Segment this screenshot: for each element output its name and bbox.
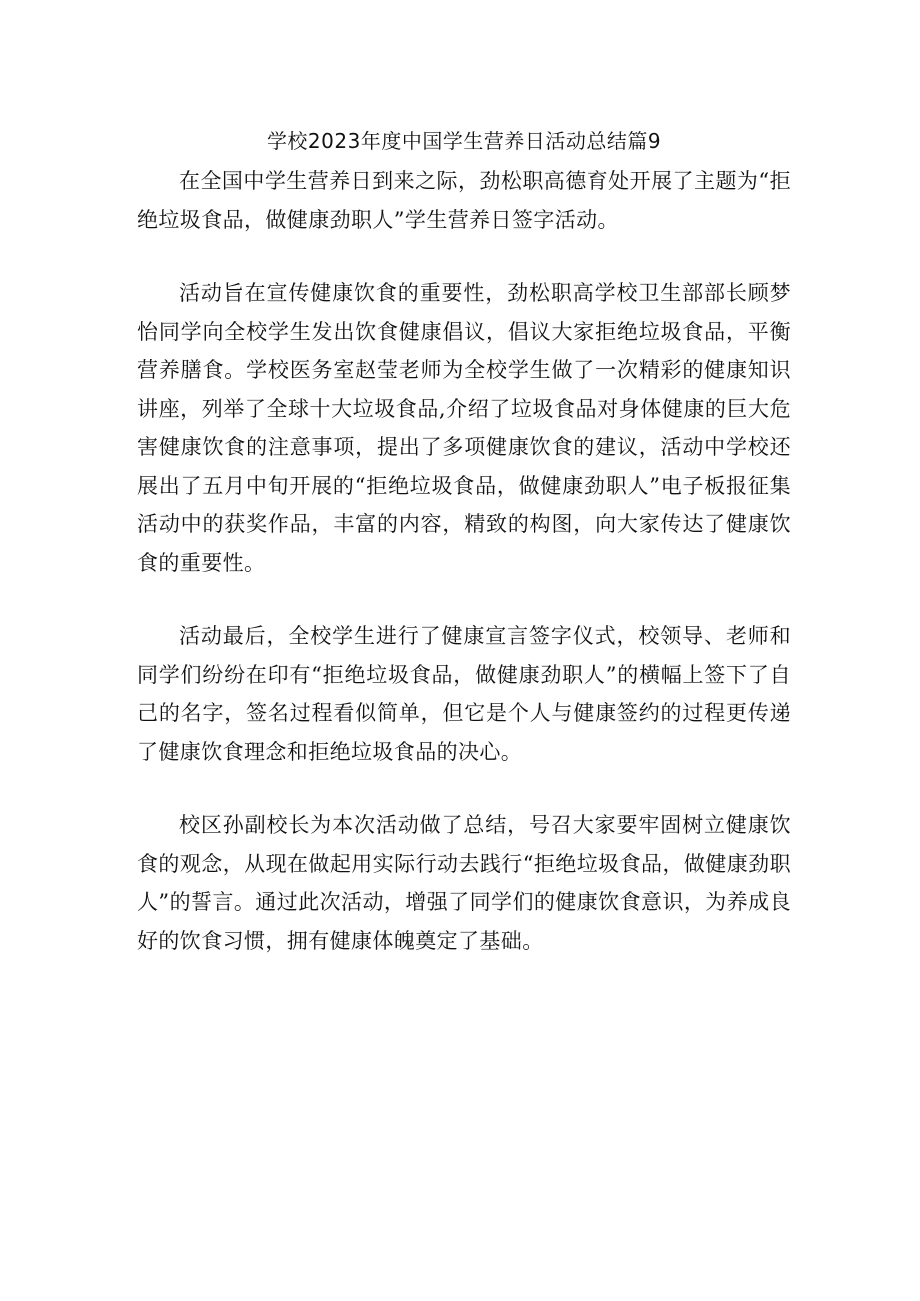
paragraph-activity: 活动旨在宣传健康饮食的重要性，劲松职高学校卫生部部长顾梦怡同学向全校学生发出饮食健康倡议，倡议大家拒绝垃圾食品，平衡营养膳食。学校医务室赵莹老师为全校学生做了一次精彩的健康知识讲座，列举了全球十大垃圾食品,介绍了垃圾食品对身体健康的巨大危害健康饮食的注意事项，提出了多项健康饮食的建议，活动中学校还展出了五月中旬开展的“拒绝垃圾食品，做健康劲职人”电子板报征集活动中的获奖作品，丰富的内容，精致的构图，向大家传达了健康饮食的重要性。 <box>137 281 791 575</box>
paragraph-signing: 活动最后，全校学生进行了健康宣言签字仪式，校领导、老师和同学们纷纷在印有“拒绝垃圾食品，做健康劲职人”的横幅上签下了自己的名字，签名过程看似简单，但它是个人与健康签约的过程更传递了健康饮食理念和拒绝垃圾食品的决心。 <box>137 624 791 764</box>
document-page <box>137 126 791 960</box>
paragraph-summary: 校区孙副校长为本次活动做了总结，号召大家要牢固树立健康饮食的观念，从现在做起用实际行动去践行“拒绝垃圾食品，做健康劲职人”的誓言。通过此次活动，增强了同学们的健康饮食意识，为养成良好的饮食习惯，拥有健康体魄奠定了基础。 <box>137 813 791 953</box>
document-title: 学校2023年度中国学生营养日活动总结篇9 <box>266 129 662 153</box>
paragraph-intro: 在全国中学生营养日到来之际，劲松职高德育处开展了主题为“拒绝垃圾食品，做健康劲职人”学生营养日签字活动。 <box>137 169 791 232</box>
